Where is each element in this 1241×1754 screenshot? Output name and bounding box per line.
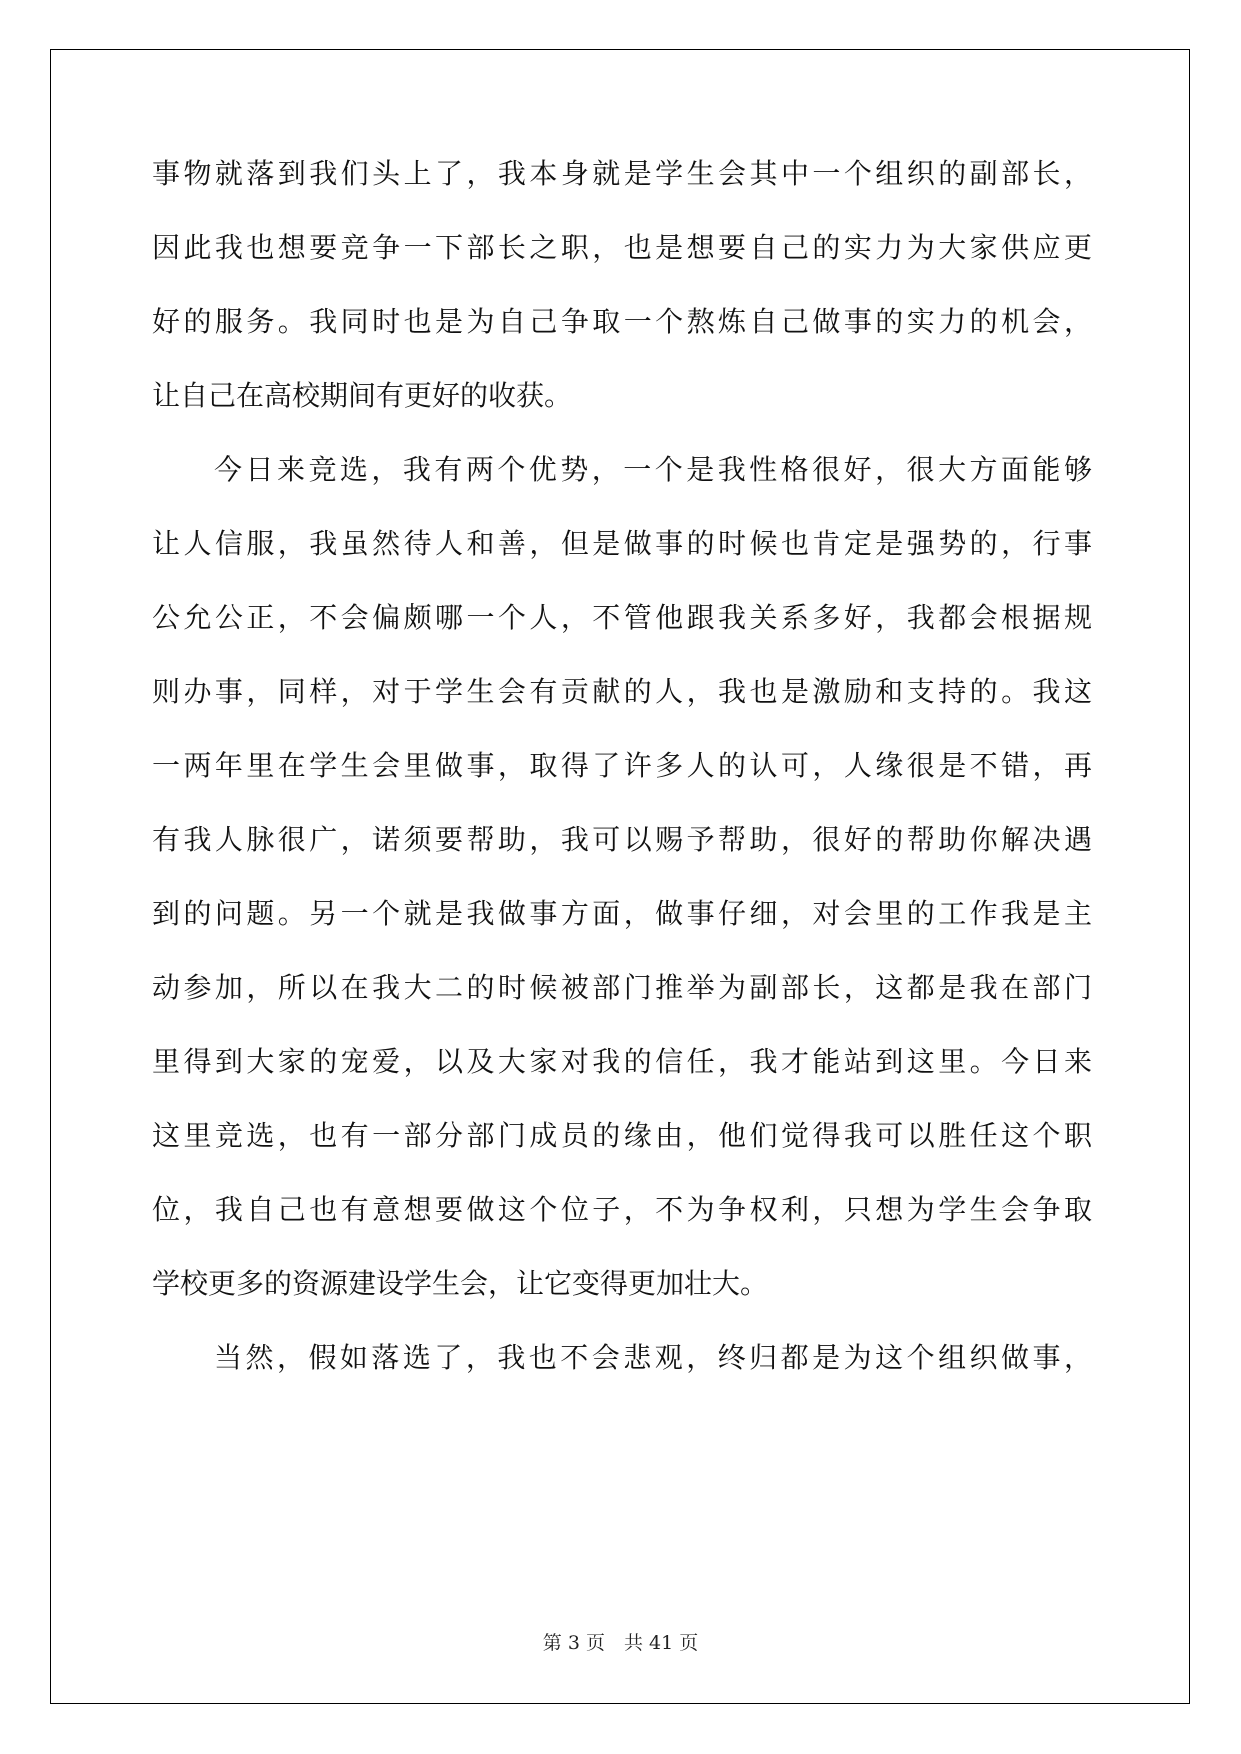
body-line-6: 让人信服，我虽然待人和善，但是做事的时候也肯定是强势的，行事	[152, 527, 1092, 560]
body-line-13: 里得到大家的宠爱，以及大家对我的信任，我才能站到这里。今日来	[152, 1045, 1092, 1078]
body-line-8: 则办事，同样，对于学生会有贡献的人，我也是激励和支持的。我这	[152, 675, 1092, 708]
body-line-10: 有我人脉很广，诺须要帮助，我可以赐予帮助，很好的帮助你解决遇	[152, 823, 1092, 856]
body-line-17: 当然，假如落选了，我也不会悲观，终归都是为这个组织做事，	[214, 1341, 1092, 1374]
body-line-1: 事物就落到我们头上了，我本身就是学生会其中一个组织的副部长，	[152, 157, 1092, 190]
body-line-11: 到的问题。另一个就是我做事方面，做事仔细，对会里的工作我是主	[152, 897, 1092, 930]
page-footer: 第 3 页 共 41 页	[542, 1632, 699, 1654]
body-line-7: 公允公正，不会偏颇哪一个人，不管他跟我关系多好，我都会根据规	[152, 601, 1092, 634]
body-line-3: 好的服务。我同时也是为自己争取一个熬炼自己做事的实力的机会，	[152, 305, 1092, 338]
body-line-16: 学校更多的资源建设学生会，让它变得更加壮大。	[152, 1267, 769, 1300]
body-line-12: 动参加，所以在我大二的时候被部门推举为副部长，这都是我在部门	[152, 971, 1092, 1004]
page-border	[50, 49, 1190, 1704]
body-line-4: 让自己在高校期间有更好的收获。	[152, 379, 573, 412]
body-line-9: 一两年里在学生会里做事，取得了许多人的认可，人缘很是不错，再	[152, 749, 1092, 782]
body-line-5: 今日来竞选，我有两个优势，一个是我性格很好，很大方面能够	[214, 453, 1092, 486]
body-line-15: 位，我自己也有意想要做这个位子，不为争权利，只想为学生会争取	[152, 1193, 1092, 1226]
body-line-2: 因此我也想要竞争一下部长之职，也是想要自己的实力为大家供应更	[152, 231, 1092, 264]
body-line-14: 这里竞选，也有一部分部门成员的缘由，他们觉得我可以胜任这个职	[152, 1119, 1092, 1152]
